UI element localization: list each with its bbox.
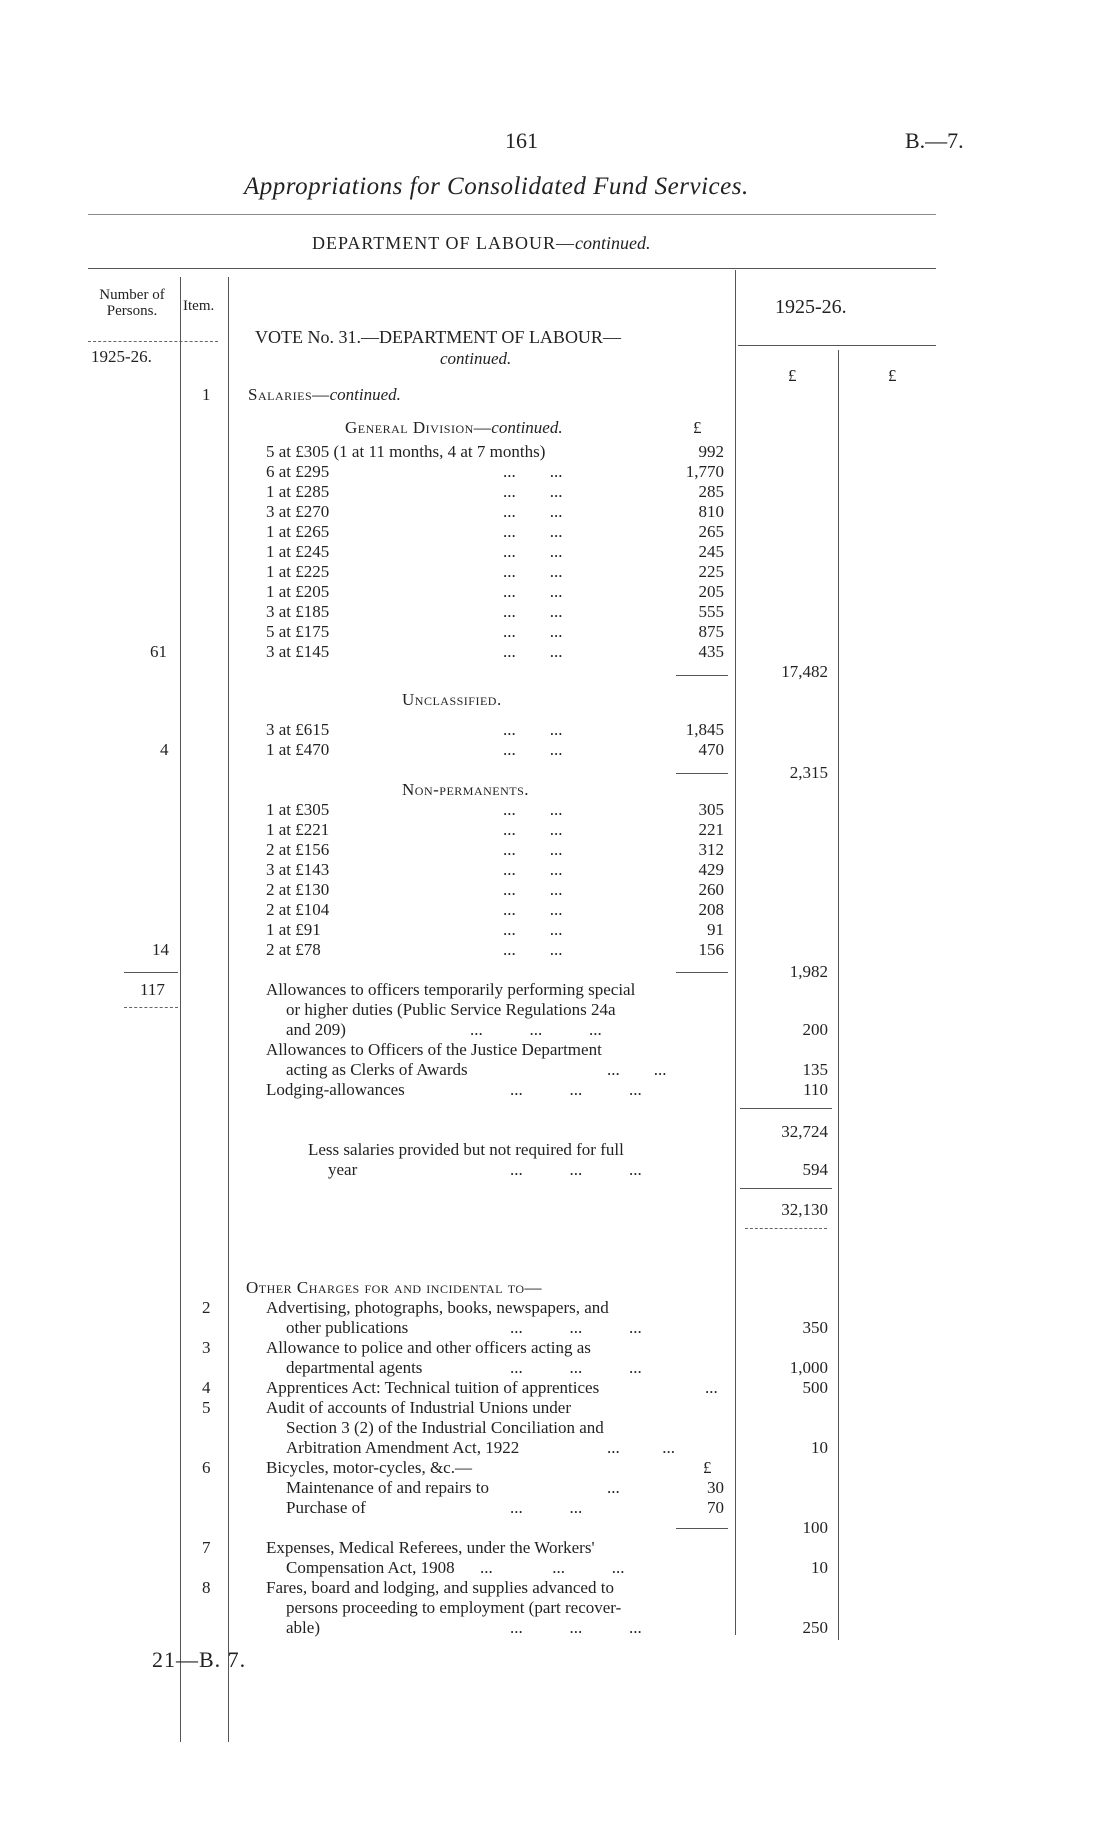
charge-line: departmental agents — [286, 1358, 423, 1377]
leader-dots: ... ... — [503, 860, 563, 879]
salary-row-amount: 265 — [698, 522, 724, 541]
salary-row-amount: 470 — [698, 740, 724, 759]
leader-dots: ... ... — [503, 542, 563, 561]
salaries-net-total: 32,130 — [781, 1200, 828, 1219]
leader-dots: ... — [607, 1478, 620, 1497]
less-salaries-line: year — [328, 1160, 358, 1179]
salary-row-amount: 1,770 — [685, 462, 724, 481]
allowance-justice-line: acting as Clerks of Awards — [286, 1060, 468, 1079]
unclassified-heading: Unclassified. — [402, 690, 502, 709]
leader-dots: ... ... — [503, 522, 563, 541]
salary-row-amount: 435 — [698, 642, 724, 661]
salary-row-desc: 3 at £615 — [266, 720, 330, 739]
lodging-allowances-amount: 110 — [803, 1080, 828, 1099]
salary-row-desc: 2 at £78 — [266, 940, 321, 959]
page-title: Appropriations for Consolidated Fund Services. — [244, 173, 749, 200]
leader-dots: ... — [705, 1378, 718, 1397]
leader-dots: ... ... ... — [510, 1618, 642, 1637]
department-heading: DEPARTMENT OF LABOUR—continued. — [312, 233, 651, 253]
leader-dots: ... ... — [503, 740, 563, 759]
item-number: 2 — [202, 1298, 211, 1317]
leader-dots: ... ... — [510, 1498, 583, 1517]
printer-signature: 21—B. 7. — [152, 1647, 247, 1672]
salary-row-amount: 555 — [698, 602, 724, 621]
charge-line: Expenses, Medical Referees, under the Workers' — [266, 1538, 595, 1557]
charge-line: Bicycles, motor-cycles, &c.— — [266, 1458, 472, 1477]
allowance-special-line: or higher duties (Public Service Regulations 24a — [286, 1000, 616, 1019]
charge-amount: 10 — [811, 1558, 828, 1577]
other-charges-heading: Other Charges for and incidental to— — [246, 1278, 543, 1297]
salary-row-amount: 156 — [698, 940, 724, 959]
salary-row-desc: 1 at £225 — [266, 562, 330, 581]
charge-amount: 1,000 — [789, 1358, 828, 1377]
charge-amount: 350 — [802, 1318, 828, 1337]
bicycle-subitem-amount: 70 — [707, 1498, 724, 1517]
leader-dots: ... ... — [503, 462, 563, 481]
salary-row-amount: 208 — [698, 900, 724, 919]
charge-line: Fares, board and lodging, and supplies advanced to — [266, 1578, 614, 1597]
salary-row-amount: 221 — [698, 820, 724, 839]
salary-row-desc: 2 at £130 — [266, 880, 330, 899]
item-header: Item. — [183, 298, 215, 314]
charge-amount: 500 — [802, 1378, 828, 1397]
leader-dots: ... ... — [503, 720, 563, 739]
leader-dots: ... ... — [503, 562, 563, 581]
nonpermanents-heading: Non-permanents. — [402, 780, 530, 799]
charge-line: Apprentices Act: Technical tuition of apprentices — [266, 1378, 600, 1397]
salaries-heading: Salaries—continued. — [248, 385, 401, 404]
allowance-special-line: Allowances to officers temporarily performing special — [266, 980, 636, 999]
pound-header-a: £ — [788, 366, 797, 385]
salary-row-amount: 992 — [698, 442, 724, 461]
nonpermanent-persons-count: 14 — [152, 940, 169, 959]
leader-dots: ... ... — [607, 1060, 667, 1079]
total-persons-count: 117 — [140, 980, 165, 999]
unclassified-persons-count: 4 — [160, 740, 169, 759]
leader-dots: ... ... — [503, 582, 563, 601]
item-number: 1 — [202, 385, 211, 404]
salary-row-desc: 6 at £295 — [266, 462, 330, 481]
charge-line: other publications — [286, 1318, 409, 1337]
general-persons-count: 61 — [150, 642, 167, 661]
allowance-special-line: and 209) — [286, 1020, 346, 1039]
item-number: 6 — [202, 1458, 211, 1477]
salary-row-amount: 810 — [698, 502, 724, 521]
leader-dots: ... ... ... — [510, 1080, 642, 1099]
pound-header-b: £ — [888, 366, 897, 385]
salary-row-amount: 205 — [698, 582, 724, 601]
salary-row-desc: 2 at £156 — [266, 840, 330, 859]
leader-dots: ... ... — [503, 920, 563, 939]
charge-amount: 100 — [802, 1518, 828, 1537]
salary-row-amount: 429 — [698, 860, 724, 879]
leader-dots: ... ... ... — [480, 1558, 625, 1577]
allowance-special-amount: 200 — [802, 1020, 828, 1039]
charge-line: able) — [286, 1618, 320, 1637]
item-number: 7 — [202, 1538, 211, 1557]
leader-dots: ... ... ... — [510, 1358, 642, 1377]
salary-row-amount: 245 — [698, 542, 724, 561]
salary-row-desc: 2 at £104 — [266, 900, 330, 919]
item-number: 8 — [202, 1578, 211, 1597]
salary-row-desc: 1 at £305 — [266, 800, 330, 819]
salary-row-desc: 5 at £305 (1 at 11 months, 4 at 7 months) — [266, 442, 546, 461]
leader-dots: ... ... — [503, 880, 563, 899]
salary-row-desc: 5 at £175 — [266, 622, 330, 641]
allowance-justice-amount: 135 — [802, 1060, 828, 1079]
unclassified-total: 2,315 — [789, 763, 828, 782]
salary-row-amount: 312 — [698, 840, 724, 859]
salary-row-desc: 1 at £265 — [266, 522, 330, 541]
salary-row-desc: 1 at £221 — [266, 820, 330, 839]
salary-row-amount: 225 — [698, 562, 724, 581]
charge-amount: 250 — [802, 1618, 828, 1637]
leader-dots: ... ... — [503, 602, 563, 621]
leader-dots: ... ... — [503, 502, 563, 521]
year-header-left: 1925-26. — [91, 347, 152, 366]
leader-dots: ... ... — [503, 622, 563, 641]
leader-dots: ... ... — [503, 840, 563, 859]
charge-line: Section 3 (2) of the Industrial Conciliation and — [286, 1418, 604, 1437]
salary-row-amount: 260 — [698, 880, 724, 899]
salary-row-amount: 305 — [698, 800, 724, 819]
salary-row-desc: 3 at £145 — [266, 642, 330, 661]
charge-line: Arbitration Amendment Act, 1922 — [286, 1438, 520, 1457]
pound-inner-header: £ — [693, 418, 702, 437]
leader-dots: ... ... — [503, 482, 563, 501]
charge-amount: 10 — [811, 1438, 828, 1457]
salary-row-desc: 1 at £285 — [266, 482, 330, 501]
year-header-right: 1925-26. — [775, 296, 847, 318]
leader-dots: ... ... — [503, 900, 563, 919]
lodging-allowances-label: Lodging-allowances — [266, 1080, 405, 1099]
salary-row-amount: 91 — [707, 920, 724, 939]
leader-dots: ... ... ... — [510, 1318, 642, 1337]
leader-dots: ... ... — [503, 800, 563, 819]
charge-line: Allowance to police and other officers acting as — [266, 1338, 591, 1357]
page-number: 161 — [505, 128, 538, 153]
bicycle-subitem-amount: 30 — [707, 1478, 724, 1497]
salary-row-amount: 285 — [698, 482, 724, 501]
bicycle-subitem-desc: Purchase of — [286, 1498, 366, 1517]
vote-title: VOTE No. 31.—DEPARTMENT OF LABOUR— — [255, 327, 621, 347]
item-number: 3 — [202, 1338, 211, 1357]
leader-dots: ... ... — [503, 642, 563, 661]
charge-line: Compensation Act, 1908 — [286, 1558, 455, 1577]
less-salaries-line: Less salaries provided but not required for full — [308, 1140, 624, 1159]
less-salaries-amount: 594 — [802, 1160, 828, 1179]
item-number: 4 — [202, 1378, 211, 1397]
salary-row-amount: 875 — [698, 622, 724, 641]
allowance-justice-line: Allowances to Officers of the Justice Department — [266, 1040, 602, 1059]
charge-line: Audit of accounts of Industrial Unions under — [266, 1398, 571, 1417]
salary-row-desc: 1 at £470 — [266, 740, 330, 759]
salary-row-desc: 3 at £143 — [266, 860, 330, 879]
salary-row-amount: 1,845 — [685, 720, 724, 739]
bicycle-pound-sign: £ — [703, 1458, 712, 1477]
leader-dots: ... ... — [503, 820, 563, 839]
nonpermanent-total: 1,982 — [789, 962, 828, 981]
leader-dots: ... ... — [503, 940, 563, 959]
bicycle-subitem-desc: Maintenance of and repairs to — [286, 1478, 489, 1497]
charge-line: Advertising, photographs, books, newspapers, and — [266, 1298, 609, 1317]
document-code: B.—7. — [905, 128, 964, 153]
leader-dots: ... ... ... — [470, 1020, 602, 1039]
leader-dots: ... ... — [607, 1438, 675, 1457]
general-division-heading: General Division—continued. — [345, 418, 563, 437]
general-division-total: 17,482 — [781, 662, 828, 681]
salary-row-desc: 1 at £91 — [266, 920, 321, 939]
leader-dots: ... ... ... — [510, 1160, 642, 1179]
salary-row-desc: 1 at £245 — [266, 542, 330, 561]
salaries-subtotal: 32,724 — [781, 1122, 828, 1141]
salary-row-desc: 1 at £205 — [266, 582, 330, 601]
salary-row-desc: 3 at £185 — [266, 602, 330, 621]
salary-row-desc: 3 at £270 — [266, 502, 330, 521]
item-number: 5 — [202, 1398, 211, 1417]
charge-line: persons proceeding to employment (part recover- — [286, 1598, 622, 1617]
number-of-persons-header: Number of Persons. — [99, 287, 165, 319]
vote-continued: continued. — [440, 349, 512, 368]
